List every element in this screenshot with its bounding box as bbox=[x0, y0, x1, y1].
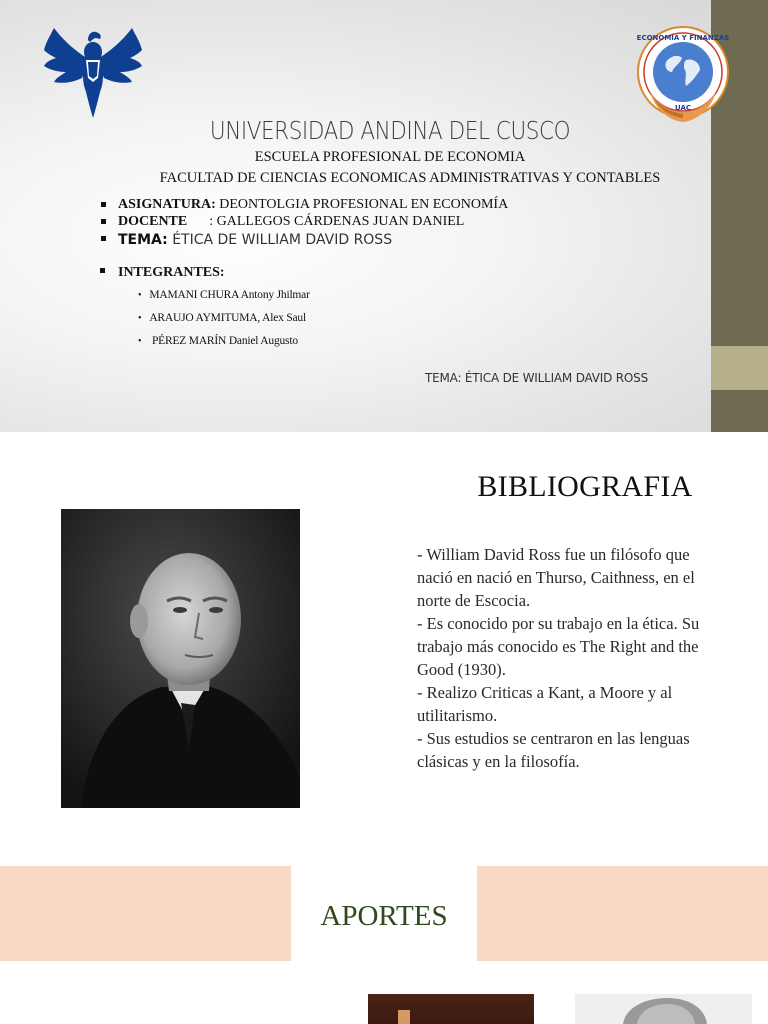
bio-paragraph: - William David Ross fue un filósofo que nació en nació en Thurso, Caithness, en el norte de Escocia. bbox=[417, 545, 695, 610]
eagle-logo-icon bbox=[40, 20, 146, 120]
svg-text:ECONOMÍA Y FINANZAS: ECONOMÍA Y FINANZAS bbox=[636, 34, 730, 42]
asignatura-item bbox=[100, 196, 660, 213]
docente-value: : GALLEGOS CÁRDENAS JUAN DANIEL bbox=[209, 214, 465, 229]
title-slide bbox=[0, 0, 768, 432]
tema-value: ÉTICA DE WILLIAM DAVID ROSS bbox=[167, 232, 393, 248]
bust-image bbox=[575, 994, 752, 1024]
docente-label: DOCENTE bbox=[118, 214, 188, 229]
bibliografia-title: BIBLIOGRAFIA bbox=[477, 470, 693, 503]
aportes-title: APORTES bbox=[320, 900, 448, 932]
integrantes-heading: INTEGRANTES: bbox=[100, 265, 225, 281]
course-info-list bbox=[100, 196, 660, 250]
svg-text:UAC: UAC bbox=[674, 104, 692, 112]
aportes-title-box bbox=[291, 866, 477, 961]
tema-label: TEMA: bbox=[118, 232, 168, 248]
member-item: • ARAUJO AYMITUMA, Alex Saul bbox=[138, 307, 310, 330]
member-item: • MAMANI CHURA Antony Jhilmar bbox=[138, 284, 310, 307]
bibliografia-slide bbox=[0, 432, 768, 864]
asignatura-label: ASIGNATURA: bbox=[118, 197, 216, 212]
biography-text bbox=[417, 543, 717, 773]
member-item: • PÉREZ MARÍN Daniel Augusto bbox=[138, 330, 310, 353]
docente-item bbox=[100, 213, 660, 230]
university-title: UNIVERSIDAD ANDINA DEL CUSCO bbox=[209, 116, 571, 145]
william-ross-portrait-image bbox=[61, 509, 300, 808]
asignatura-value: DEONTOLGIA PROFESIONAL EN ECONOMÍA bbox=[215, 197, 509, 212]
economia-finanzas-seal-icon bbox=[634, 26, 732, 130]
book-cover-image bbox=[368, 994, 534, 1024]
school-name: ESCUELA PROFESIONAL DE ECONOMIA bbox=[254, 149, 526, 165]
aportes-slide bbox=[0, 866, 768, 961]
side-bar-accent bbox=[711, 346, 768, 390]
bio-paragraph: - Realizo Criticas a Kant, a Moore y al utilitarismo. bbox=[417, 683, 673, 725]
bio-paragraph: - Es conocido por su trabajo en la ética. Su trabajo más conocido es The Right and the Good (1930). bbox=[417, 614, 700, 679]
bio-paragraph: - Sus estudios se centraron en las lenguas clásicas y en la filosofía. bbox=[417, 729, 690, 771]
tema-item bbox=[100, 230, 660, 250]
faculty-name: FACULTAD DE CIENCIAS ECONOMICAS ADMINISTRATIVAS Y CONTABLES bbox=[159, 170, 661, 186]
footer-tema: TEMA: ÉTICA DE WILLIAM DAVID ROSS bbox=[425, 371, 648, 385]
members-list bbox=[138, 284, 310, 353]
